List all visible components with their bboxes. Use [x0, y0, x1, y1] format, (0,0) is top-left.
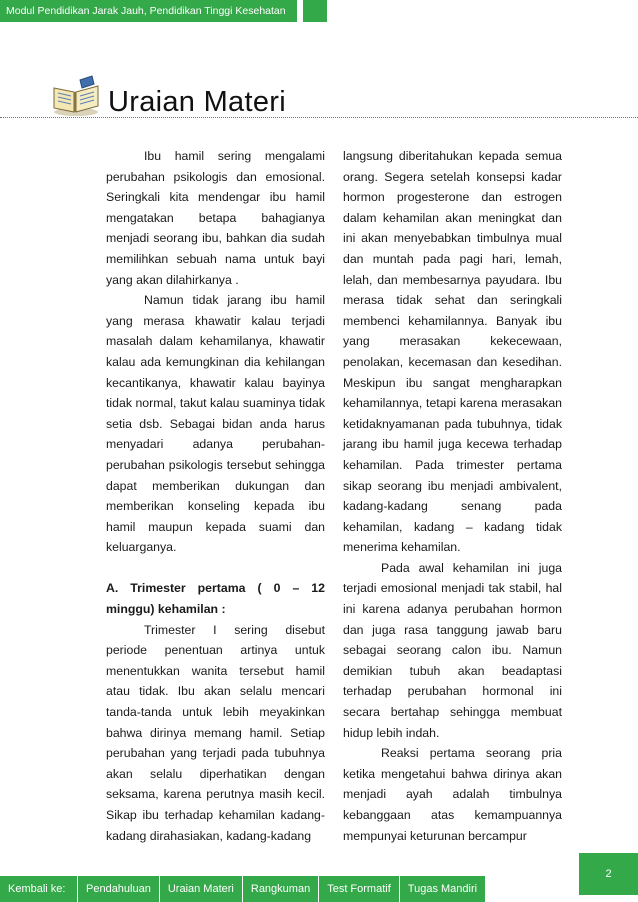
header-module-title: Modul Pendidikan Jarak Jauh, Pendidikan Tinggi Kesehatan: [0, 0, 297, 22]
right-paragraph-1: langsung diberitahukan kepada semua orang. Segera setelah konsepsi kadar hormon progesterone dan estrogen dalam kehamilan akan meningkat dan ini akan menyebabkan timbulnya mual dan muntah pada pagi hari, lemah, lelah, dan membesarnya payudara. Ibu merasa tidak sehat dan seringkali membenci kehamilannya. Banyak ibu yang merasakan kekecewaan, penolakan, kecemasan dan kesedihan. Meskipun ibu sangat mengharapkan kehamilannya, tetapi karena merasakan ketidaknyamanan pada tubuhnya, tidak jarang ibu hamil juga kecewa terhadap kehamilan. Pada trimester pertama sikap seorang ibu menjadi ambivalent, kadang-kadang senang pada kehamilan, kadang – kadang tidak menerima kehamilan.: [343, 149, 562, 555]
footer-link-test-formatif[interactable]: Test Formatif: [319, 876, 400, 902]
left-text-column: [106, 146, 325, 846]
header-accent-block: [303, 0, 327, 22]
section-heading-trimester-1: A. Trimester pertama ( 0 – 12 minggu) kehamilan :: [106, 581, 325, 617]
left-paragraph-1: Ibu hamil sering mengalami perubahan psikologis dan emosional. Seringkali kita mendengar ibu hamil mengatakan betapa bahagianya menjadi seorang ibu, bahkan dia sudah memilihkan sebuah nama untuk bayi yang akan dilahirkanya .: [106, 149, 325, 287]
footer-nav: [0, 876, 486, 902]
page-number: 2: [579, 853, 638, 895]
title-divider: [0, 117, 638, 118]
footer-link-tugas-mandiri[interactable]: Tugas Mandiri: [400, 876, 486, 902]
right-paragraph-2: Pada awal kehamilan ini juga terjadi emosional menjadi tak stabil, hal ini karena adanya perubahan hormon dan juga rasa tanggung jawab baru sebagai seorang calon ibu. Namun demikian tubuh akan beadaptasi terhadap perubahan hormonal ini secara bertahap sehingga membuat hidup lebih indah.: [343, 560, 562, 740]
left-paragraph-2: Namun tidak jarang ibu hamil yang merasa khawatir kalau terjadi masalah dalam kehamilanya, khawatir kalau ada kemungkinan dia kehilangan kecantikanya, khawatir kalau bayinya tidak normal, takut kalau suaminya tidak setia dsb. Sebagai bidan anda harus menyadari adanya perubahan-perubahan psikologis tersebut sehingga dapat memberikan dukungan dan memberikan konseling kepada ibu hamil maupun kepada suami dan keluarganya.: [106, 293, 325, 555]
footer-link-pendahuluan[interactable]: Pendahuluan: [78, 876, 160, 902]
open-book-icon: [50, 74, 102, 118]
section-title: Uraian Materi: [108, 86, 286, 118]
right-text-column: [343, 146, 562, 846]
footer-link-uraian-materi[interactable]: Uraian Materi: [160, 876, 243, 902]
left-paragraph-3: Trimester I sering disebut periode penentuan artinya untuk menentukkan wanita tersebut hamil atau tidak. Ibu akan selalu mencari tanda-tanda untuk lebih meyakinkan bahwa dirinya memang hamil. Setiap perubahan yang terjadi pada tubuhnya akan selalu diperhatikan dengan seksama, karena perutnya masih kecil. Sikap ibu terhadap kehamilan kadang-kadang dirahasiakan, kadang-kadang: [106, 622, 325, 843]
footer-link-rangkuman[interactable]: Rangkuman: [243, 876, 319, 902]
footer-back-label: Kembali ke:: [0, 876, 78, 902]
right-paragraph-3: Reaksi pertama seorang pria ketika mengetahui bahwa dirinya akan menjadi ayah adalah timbulnya kebanggaan atas kemampuannya mempunyai keturunan bercampur: [343, 746, 562, 843]
